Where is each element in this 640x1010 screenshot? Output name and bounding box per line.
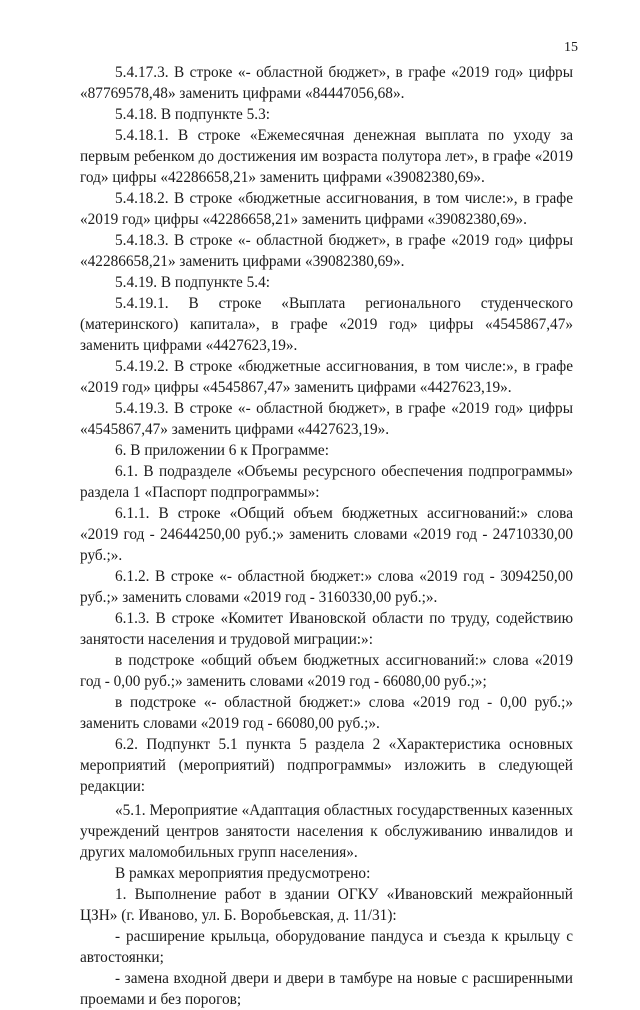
paragraph: 6.1.1. В строке «Общий объем бюджетных ассигнований:» слова «2019 год - 24644250,00 руб.;» заменить словами «2019 год - 24710330,00 руб.;». xyxy=(80,505,573,564)
paragraph: 6.1.2. В строке «- областной бюджет:» слова «2019 год - 3094250,00 руб.;» заменить словами «2019 год - 3160330,00 руб.;». xyxy=(80,568,573,606)
paragraph: «5.1. Мероприятие «Адаптация областных государственных казенных учреждений центров занятости населения к обслуживанию инвалидов и других маломобильных групп населения». xyxy=(80,802,573,861)
paragraph: 5.4.19.2. В строке «бюджетные ассигнования, в том числе:», в графе «2019 год» цифры «4545867,47» заменить цифрами «4427623,19». xyxy=(80,358,573,396)
paragraph: в подстроке «- областной бюджет:» слова «2019 год - 0,00 руб.;» заменить словами «2019 год - 66080,00 руб.;». xyxy=(80,694,573,732)
paragraph: 5.4.19.3. В строке «- областной бюджет», в графе «2019 год» цифры «4545867,47» заменить цифрами «4427623,19». xyxy=(80,400,573,438)
paragraph: 6.2. Подпункт 5.1 пункта 5 раздела 2 «Характеристика основных мероприятий (мероприятий) подпрограммы» изложить в следующей редакции: xyxy=(80,736,573,795)
paragraph: 5.4.19.1. В строке «Выплата регионального студенческого (материнского) капитала», в графе «2019 год» цифры «4545867,47» заменить цифрами «4427623,19». xyxy=(80,295,573,354)
paragraph: 5.4.17.3. В строке «- областной бюджет», в графе «2019 год» цифры «87769578,48» заменить цифрами «84447056,68». xyxy=(80,64,573,102)
paragraph: В рамках мероприятия предусмотрено: xyxy=(115,865,371,882)
paragraph: 6.1. В подразделе «Объемы ресурсного обеспечения подпрограммы» раздела 1 «Паспорт подпрограммы»: xyxy=(80,463,573,501)
paragraph: 5.4.18.2. В строке «бюджетные ассигнования, в том числе:», в графе «2019 год» цифры «42286658,21» заменить цифрами «39082380,69». xyxy=(80,190,573,228)
paragraph: - замена входной двери и двери в тамбуре на новые с расширенными проемами и без порогов; xyxy=(80,970,573,1008)
paragraph: 5.4.18. В подпункте 5.3: xyxy=(115,106,271,123)
paragraph: - расширение крыльца, оборудование пандуса и съезда к крыльцу с автостоянки; xyxy=(80,928,573,966)
paragraph: 5.4.19. В подпункте 5.4: xyxy=(115,274,271,291)
document-body xyxy=(80,62,573,1010)
paragraph: в подстроке «общий объем бюджетных ассигнований:» слова «2019 год - 0,00 руб.;» заменить словами «2019 год - 66080,00 руб.;»; xyxy=(80,652,573,690)
paragraph: 6.1.3. В строке «Комитет Ивановской области по труду, содействию занятости населения и трудовой миграции:»: xyxy=(80,610,573,648)
page-number: 15 xyxy=(564,40,578,55)
paragraph: 5.4.18.1. В строке «Ежемесячная денежная выплата по уходу за первым ребенком до достижения им возраста полутора лет», в графе «2019 год» цифры «42286658,21» заменить цифрами «39082380,69». xyxy=(80,127,573,186)
paragraph: 5.4.18.3. В строке «- областной бюджет», в графе «2019 год» цифры «42286658,21» заменить цифрами «39082380,69». xyxy=(80,232,573,270)
paragraph: 1. Выполнение работ в здании ОГКУ «Ивановский межрайонный ЦЗН» (г. Иваново, ул. Б. Воробьевская, д. 11/31): xyxy=(80,886,573,924)
paragraph: 6. В приложении 6 к Программе: xyxy=(115,442,329,459)
